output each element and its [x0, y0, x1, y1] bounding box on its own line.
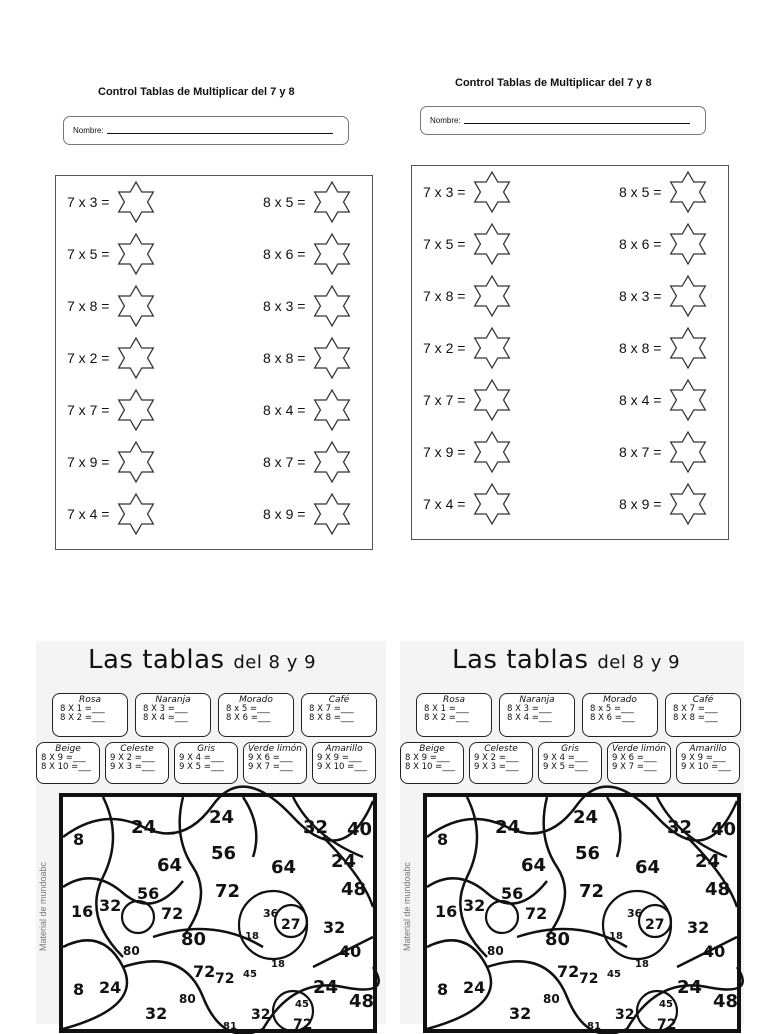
region-number: 72 — [657, 1017, 677, 1033]
color-sheet-title — [88, 645, 316, 675]
region-number: 64 — [635, 857, 661, 878]
color-key-chip — [243, 742, 307, 784]
star-answer-icon[interactable] — [667, 379, 709, 421]
region-number: 45 — [243, 969, 257, 980]
star-answer-icon[interactable] — [471, 223, 513, 265]
multiplication-problem — [67, 181, 157, 223]
multiplication-problem — [423, 483, 513, 525]
problem-text: 8 x 6 = — [263, 246, 306, 262]
region-outline — [63, 878, 183, 903]
color-key-problem: 8 X 8 =___ — [309, 713, 354, 723]
color-key-problem: 8 X 4 =___ — [143, 713, 188, 723]
multiplication-problem — [263, 181, 353, 223]
color-key-chip — [582, 693, 658, 737]
region-number: 56 — [211, 843, 237, 864]
problem-text: 7 x 7 = — [423, 392, 466, 408]
name-line[interactable] — [464, 117, 690, 124]
color-name: Rosa — [79, 695, 101, 705]
color-name: Celeste — [120, 744, 154, 754]
region-number: 80 — [545, 929, 571, 950]
region-number: 32 — [303, 817, 329, 838]
problem-text: 8 x 4 = — [263, 402, 306, 418]
color-key-problem: 9 X 2 =___ — [474, 753, 519, 763]
star-answer-icon[interactable] — [115, 337, 157, 379]
multiplication-problem — [263, 337, 353, 379]
multiplication-problem — [619, 275, 709, 317]
star-answer-icon[interactable] — [667, 483, 709, 525]
color-key-chip — [301, 693, 377, 737]
region-number: 18 — [271, 959, 285, 970]
color-key-chip — [105, 742, 169, 784]
problem-text: 7 x 7 = — [67, 402, 110, 418]
color-key-chip — [218, 693, 294, 737]
color-name: Rosa — [443, 695, 465, 705]
region-number: 24 — [331, 851, 357, 872]
multiplication-problem — [263, 285, 353, 327]
star-answer-icon[interactable] — [115, 181, 157, 223]
region-number: 18 — [609, 931, 623, 942]
region-number: 24 — [209, 807, 235, 828]
star-answer-icon[interactable] — [471, 431, 513, 473]
region-number: 48 — [705, 879, 731, 900]
multiplication-problem — [423, 379, 513, 421]
star-answer-icon[interactable] — [311, 181, 353, 223]
region-number: 56 — [575, 843, 601, 864]
star-answer-icon[interactable] — [667, 275, 709, 317]
color-key-problem: 8 X 2 =___ — [424, 713, 469, 723]
region-number: 8 — [437, 830, 449, 849]
multiplication-problem — [619, 171, 709, 213]
star-answer-icon[interactable] — [667, 327, 709, 369]
color-key-problem: 9 X 10 =___ — [317, 762, 368, 772]
multiplication-problem — [619, 327, 709, 369]
color-key-problem: 8 X 4 =___ — [507, 713, 552, 723]
color-name: Amarillo — [325, 744, 363, 754]
problem-text: 8 x 5 = — [619, 184, 662, 200]
color-key-problem: 9 X 7 =___ — [248, 762, 293, 772]
color-key-chip — [469, 742, 533, 784]
color-key-problem: 9 X 3 =___ — [110, 762, 155, 772]
color-key-problem: 9 X 6 =___ — [612, 753, 657, 763]
region-number: 16 — [71, 902, 94, 921]
multiplication-problem — [263, 233, 353, 275]
problem-text: 8 x 6 = — [619, 236, 662, 252]
side-credit: Material de mundoabc — [38, 861, 48, 951]
region-number: 16 — [435, 902, 458, 921]
color-key-problem: 8 X 7 =___ — [673, 704, 718, 714]
color-key-problem: 9 X 4 =___ — [543, 753, 588, 763]
color-key-problem: 8 X 10 =___ — [41, 762, 92, 772]
region-number: 81 — [587, 1021, 601, 1032]
color-name: Gris — [561, 744, 579, 754]
region-number: 24 — [573, 807, 599, 828]
region-number: 36 — [627, 907, 643, 920]
multiplication-problem — [619, 483, 709, 525]
name-line[interactable] — [107, 127, 333, 134]
region-number: 72 — [215, 971, 235, 987]
region-number: 24 — [495, 817, 521, 838]
color-key-problem: 9 X 7 =___ — [612, 762, 657, 772]
color-key-chip — [416, 693, 492, 737]
multiplication-problem — [67, 337, 157, 379]
region-number: 32 — [323, 918, 346, 937]
star-answer-icon[interactable] — [471, 171, 513, 213]
problem-text: 7 x 4 = — [67, 506, 110, 522]
color-name: Morado — [603, 695, 637, 705]
multiplication-problem — [67, 493, 157, 535]
color-key-problem: 8 X 6 =___ — [226, 713, 271, 723]
color-key-chip — [538, 742, 602, 784]
region-number: 80 — [487, 944, 504, 958]
side-credit: Material de mundoabc — [402, 861, 412, 951]
region-number: 32 — [145, 1004, 168, 1023]
color-sheet-title — [452, 645, 680, 675]
region-number: 32 — [509, 1004, 532, 1023]
color-key-problem: 9 X 5 =___ — [179, 762, 224, 772]
multiplication-problem — [423, 171, 513, 213]
region-number: 80 — [543, 992, 560, 1006]
region-number: 24 — [677, 977, 703, 998]
color-name: Verde limón — [612, 744, 666, 754]
region-number: 64 — [157, 855, 183, 876]
star-answer-icon[interactable] — [311, 337, 353, 379]
star-answer-icon[interactable] — [311, 493, 353, 535]
color-key-problem: 8 X 9 =___ — [41, 753, 86, 763]
color-key-chip — [174, 742, 238, 784]
color-key-problem: 9 X 4 =___ — [179, 753, 224, 763]
problem-text: 8 x 8 = — [263, 350, 306, 366]
color-key-problem: 8 X 2 =___ — [60, 713, 105, 723]
color-key-chip — [607, 742, 671, 784]
problem-text: 8 x 7 = — [263, 454, 306, 470]
region-number: 72 — [215, 881, 241, 902]
color-key-problem: 8 X 7 =___ — [309, 704, 354, 714]
color-key-problem: 9 X 3 =___ — [474, 762, 519, 772]
region-number: 56 — [501, 884, 524, 903]
problem-text: 7 x 3 = — [423, 184, 466, 200]
color-key-chip — [135, 693, 211, 737]
color-key-problem: 8 x 5 =___ — [226, 704, 270, 714]
color-key-problem: 9 X 6 =___ — [248, 753, 293, 763]
problem-text: 8 x 3 = — [263, 298, 306, 314]
color-key-problem: 8 X 1 =___ — [424, 704, 469, 714]
multiplication-problem — [423, 431, 513, 473]
region-number: 48 — [349, 991, 375, 1012]
star-answer-icon[interactable] — [471, 275, 513, 317]
multiplication-problem — [263, 493, 353, 535]
color-name: Celeste — [484, 744, 518, 754]
title-text: Las tablas — [452, 645, 589, 675]
multiplication-problem — [619, 223, 709, 265]
color-by-number-drawing — [427, 797, 739, 1033]
region-circle — [486, 901, 518, 933]
name-label: Nombre: — [430, 116, 461, 125]
color-key-problem: 8 X 1 =___ — [60, 704, 105, 714]
star-answer-icon[interactable] — [115, 285, 157, 327]
multiplication-problem — [67, 233, 157, 275]
region-number: 32 — [667, 817, 693, 838]
multiplication-problem — [67, 441, 157, 483]
region-number: 36 — [263, 907, 279, 920]
color-name: Beige — [419, 744, 445, 754]
color-name: Naranja — [155, 695, 191, 705]
region-outline — [427, 878, 547, 903]
star-answer-icon[interactable] — [667, 223, 709, 265]
region-number: 80 — [181, 929, 207, 950]
color-key-problem: 9 X 2 =___ — [110, 753, 155, 763]
multiplication-problem — [67, 285, 157, 327]
problem-text: 7 x 5 = — [67, 246, 110, 262]
region-number: 8 — [73, 830, 85, 849]
color-key-problem: 8 X 8 =___ — [673, 713, 718, 723]
region-number: 32 — [687, 918, 710, 937]
color-key-chip — [499, 693, 575, 737]
color-by-number-area — [59, 793, 377, 1033]
multiplication-problem — [423, 223, 513, 265]
region-number: 72 — [293, 1017, 313, 1033]
problem-text: 7 x 4 = — [423, 496, 466, 512]
region-number: 40 — [703, 942, 726, 961]
problem-text: 8 x 7 = — [619, 444, 662, 460]
color-key-problem: 8 X 3 =___ — [143, 704, 188, 714]
region-number: 72 — [525, 904, 548, 923]
color-name: Morado — [239, 695, 273, 705]
region-number: 8 — [437, 980, 449, 999]
region-number: 32 — [99, 896, 122, 915]
problem-text: 7 x 9 = — [423, 444, 466, 460]
region-number: 64 — [271, 857, 297, 878]
star-answer-icon[interactable] — [115, 389, 157, 431]
region-number: 64 — [521, 855, 547, 876]
color-key-chip — [676, 742, 740, 784]
star-answer-icon[interactable] — [115, 441, 157, 483]
problem-text: 8 x 4 = — [619, 392, 662, 408]
problem-text: 7 x 9 = — [67, 454, 110, 470]
color-key-problem: 8 X 6 =___ — [590, 713, 635, 723]
color-key-chip — [400, 742, 464, 784]
color-name: Café — [692, 695, 714, 705]
region-number: 40 — [347, 819, 373, 840]
name-field[interactable] — [420, 106, 706, 135]
star-answer-icon[interactable] — [311, 233, 353, 275]
region-number: 40 — [711, 819, 737, 840]
region-number: 24 — [463, 978, 486, 997]
problem-text: 8 x 5 = — [263, 194, 306, 210]
region-number: 48 — [713, 991, 739, 1012]
problem-text: 8 x 9 = — [263, 506, 306, 522]
color-by-number-area — [423, 793, 741, 1033]
region-number: 48 — [341, 879, 367, 900]
region-outline — [607, 797, 620, 857]
subtitle-text: del 8 y 9 — [597, 652, 681, 673]
multiplication-problem — [263, 441, 353, 483]
problem-text: 8 x 9 = — [619, 496, 662, 512]
name-field[interactable] — [63, 116, 349, 145]
problem-text: 7 x 5 = — [423, 236, 466, 252]
region-number: 72 — [579, 971, 599, 987]
color-name: Verde limón — [248, 744, 302, 754]
color-key-problem: 9 X 9 =___ — [681, 753, 726, 763]
color-name: Café — [328, 695, 350, 705]
region-circle — [122, 901, 154, 933]
region-number: 27 — [281, 917, 301, 933]
color-key-problem: 9 X 5 =___ — [543, 762, 588, 772]
star-answer-icon[interactable] — [471, 327, 513, 369]
region-number: 80 — [179, 992, 196, 1006]
star-answer-icon[interactable] — [311, 389, 353, 431]
region-number: 80 — [123, 944, 140, 958]
color-key-problem: 9 X 9 =___ — [317, 753, 362, 763]
problem-text: 8 x 3 = — [619, 288, 662, 304]
name-label: Nombre: — [73, 126, 104, 135]
star-answer-icon[interactable] — [667, 171, 709, 213]
multiplication-problem — [67, 389, 157, 431]
color-sheet-left — [36, 641, 386, 1033]
multiplication-problem — [619, 431, 709, 473]
region-number: 8 — [73, 980, 85, 999]
region-number: 24 — [313, 977, 339, 998]
star-answer-icon[interactable] — [471, 379, 513, 421]
region-number: 18 — [245, 931, 259, 942]
subtitle-text: del 8 y 9 — [233, 652, 317, 673]
color-key-chip — [665, 693, 741, 737]
color-key-chip — [52, 693, 128, 737]
multiplication-problem — [619, 379, 709, 421]
region-number: 24 — [131, 817, 157, 838]
color-by-number-drawing — [63, 797, 375, 1033]
multiplication-problem — [423, 275, 513, 317]
star-answer-icon[interactable] — [115, 233, 157, 275]
color-name: Beige — [55, 744, 81, 754]
color-key-problem: 8 x 5 =___ — [590, 704, 634, 714]
color-key-problem: 8 X 9 =___ — [405, 753, 450, 763]
region-number: 72 — [557, 962, 580, 981]
problem-text: 7 x 8 = — [67, 298, 110, 314]
star-answer-icon[interactable] — [115, 493, 157, 535]
region-number: 27 — [645, 917, 665, 933]
problem-text: 7 x 8 = — [423, 288, 466, 304]
region-number: 45 — [295, 999, 309, 1010]
title-text: Las tablas — [88, 645, 225, 675]
color-key-problem: 8 X 3 =___ — [507, 704, 552, 714]
color-key-problem: 8 X 10 =___ — [405, 762, 456, 772]
region-number: 32 — [463, 896, 486, 915]
region-number: 18 — [635, 959, 649, 970]
region-number: 72 — [161, 904, 184, 923]
worksheet-title: Control Tablas de Multiplicar del 7 y 8 — [455, 77, 652, 89]
color-sheet-right — [400, 641, 744, 1033]
problem-text: 8 x 8 = — [619, 340, 662, 356]
multiplication-problem — [423, 327, 513, 369]
region-number: 72 — [579, 881, 605, 902]
region-number: 24 — [695, 851, 721, 872]
color-name: Gris — [197, 744, 215, 754]
problem-text: 7 x 2 = — [423, 340, 466, 356]
color-key-problem: 9 X 10 =___ — [681, 762, 732, 772]
star-answer-icon[interactable] — [311, 441, 353, 483]
region-number: 45 — [659, 999, 673, 1010]
worksheet-title: Control Tablas de Multiplicar del 7 y 8 — [98, 86, 295, 98]
star-answer-icon[interactable] — [471, 483, 513, 525]
region-number: 56 — [137, 884, 160, 903]
region-number: 32 — [251, 1007, 271, 1023]
problem-text: 7 x 2 = — [67, 350, 110, 366]
color-name: Naranja — [519, 695, 555, 705]
color-key-chip — [36, 742, 100, 784]
multiplication-problem — [263, 389, 353, 431]
region-number: 72 — [193, 962, 216, 981]
color-key-chip — [312, 742, 376, 784]
star-answer-icon[interactable] — [311, 285, 353, 327]
region-number: 45 — [607, 969, 621, 980]
region-outline — [243, 797, 256, 857]
region-number: 24 — [99, 978, 122, 997]
color-name: Amarillo — [689, 744, 727, 754]
problem-text: 7 x 3 = — [67, 194, 110, 210]
star-answer-icon[interactable] — [667, 431, 709, 473]
region-number: 81 — [223, 1021, 237, 1032]
region-number: 32 — [615, 1007, 635, 1023]
region-number: 40 — [339, 942, 362, 961]
